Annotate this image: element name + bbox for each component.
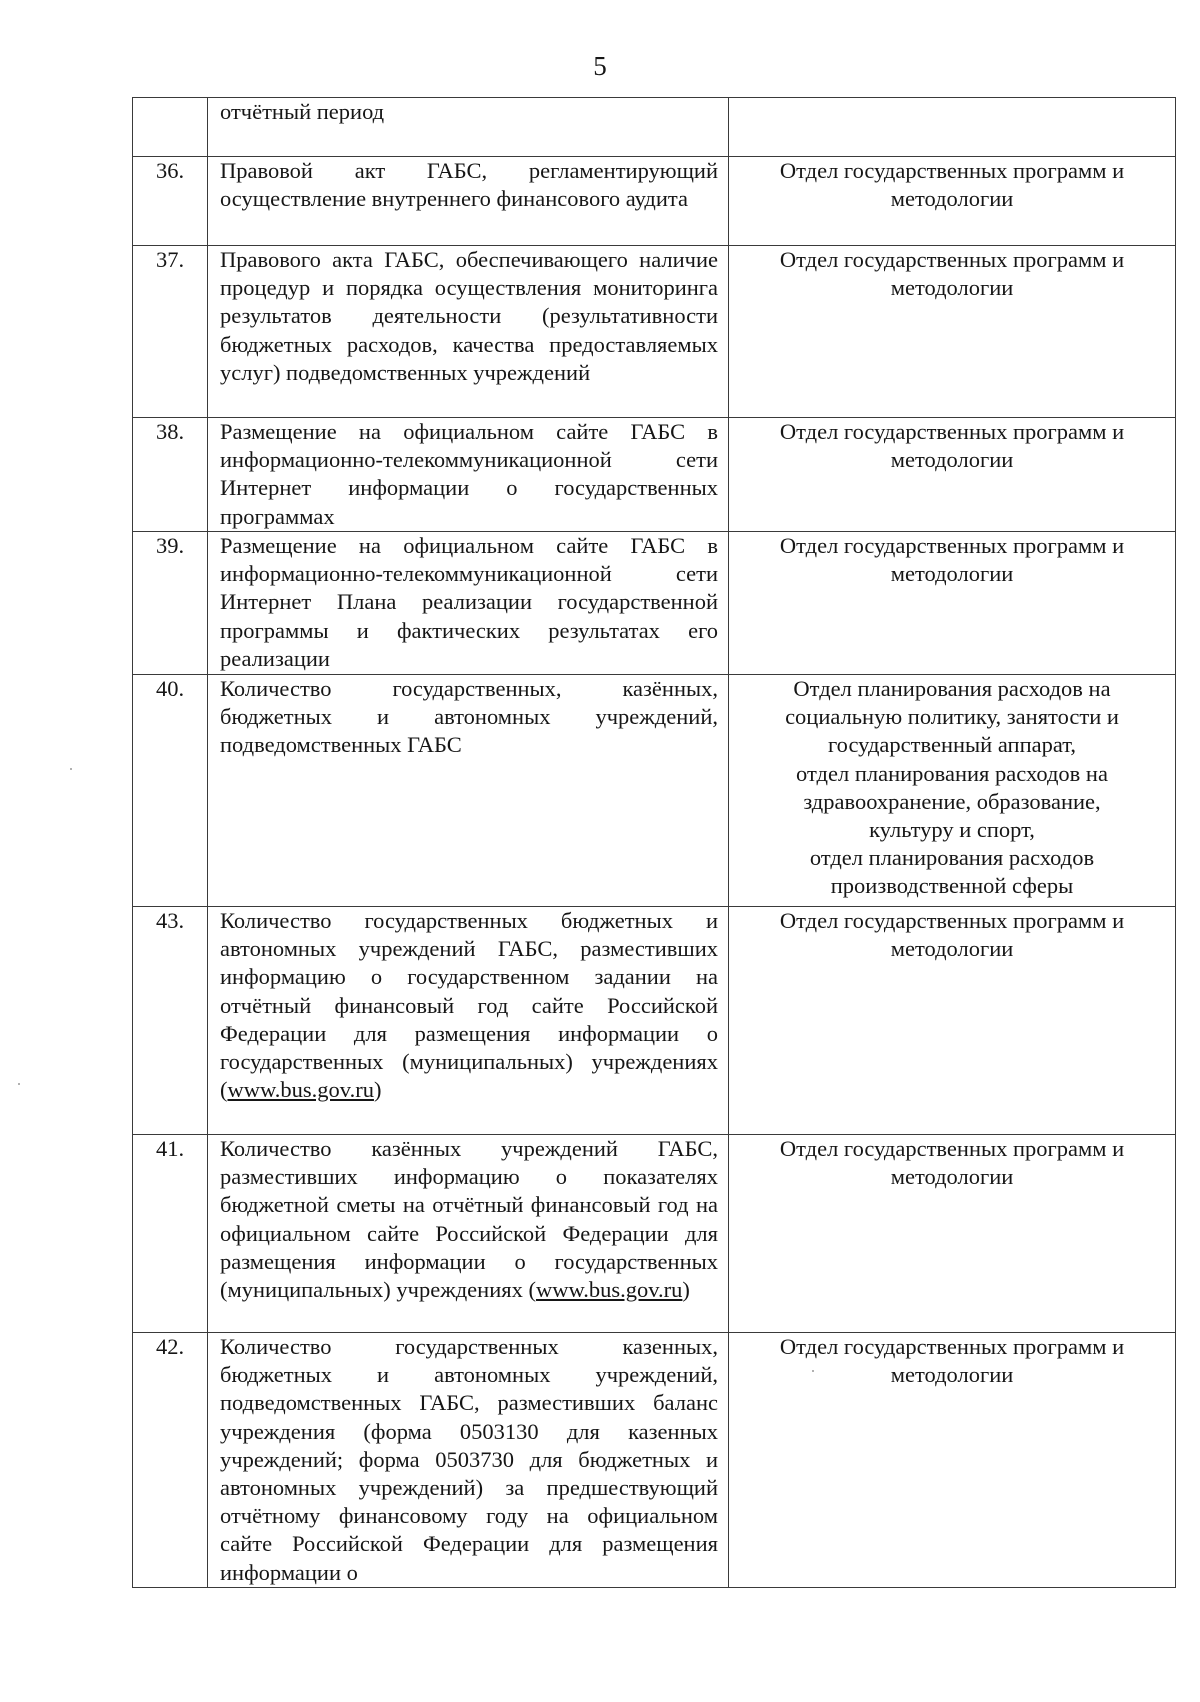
scan-speck [70, 768, 72, 770]
responsible-line: Отдел государственных программ и [779, 247, 1125, 272]
responsible-line: отдел планирования расходов [809, 845, 1095, 871]
table-row [133, 675, 1176, 907]
row-responsible [729, 1135, 1176, 1333]
table-row [133, 1333, 1176, 1588]
row-number: 43. [133, 907, 208, 1135]
responsible-line: Отдел государственных программ и [779, 158, 1125, 183]
row-number: 42. [133, 1333, 208, 1588]
row-description: Количество государственных казенных, бюджетных и автономных учреждений, подведомственных ГАБС, разместивших баланс учреждения (форма 0503130 для казенных учреждений; форма 0503730 для бюджетных и автономных учреждений) за предшествующий отчётному финансовому году на официальном сайте Российской Федерации для размещения информации о [208, 1333, 729, 1588]
row-number [133, 98, 208, 157]
scan-speck [18, 1083, 20, 1085]
row-number: 36. [133, 157, 208, 246]
responsible-line: Отдел государственных программ и [779, 1136, 1125, 1161]
responsible-line: Отдел планирования расходов на [793, 676, 1111, 701]
row-responsible [729, 157, 1176, 246]
row-number: 39. [133, 532, 208, 675]
responsible-line: методологии [890, 186, 1014, 212]
row-number: 38. [133, 418, 208, 532]
row-description: Количество государственных бюджетных и автономных учреждений ГАБС, разместивших информацию о государственном задании на отчётный финансовый год сайте Российской Федерации для размещения информации о государственных (муниципальных) учреждениях (www.bus.gov.ru) [208, 907, 729, 1135]
responsible-line: методологии [890, 561, 1014, 587]
responsible-line: Отдел государственных программ и [779, 908, 1125, 933]
responsible-line: методологии [890, 1362, 1014, 1388]
responsible-line: государственный аппарат, [827, 732, 1077, 758]
row-number: 40. [133, 675, 208, 907]
row-description: Размещение на официальном сайте ГАБС в информационно-телекоммуникационной сети Интернет информации о государственных программах [208, 418, 729, 532]
responsible-line: Отдел государственных программ и [779, 419, 1125, 444]
row-description: Количество государственных, казённых, бюджетных и автономных учреждений, подведомственных ГАБС [208, 675, 729, 907]
row-description: Правового акта ГАБС, обеспечивающего наличие процедур и порядка осуществления мониторинга результатов деятельности (результативности бюджетных расходов, качества предоставляемых услуг) подведомственных учреждений [208, 246, 729, 418]
responsible-line: производственной сферы [830, 873, 1074, 899]
row-description: Количество казённых учреждений ГАБС, разместивших информацию о показателях бюджетной сметы на отчётный финансовый год на официальном сайте Российской Федерации для размещения информации о государственных (муниципальных) учреждениях (www.bus.gov.ru) [208, 1135, 729, 1333]
table-row [133, 418, 1176, 532]
responsible-line: здравоохранение, образование, [803, 788, 1101, 814]
row-number: 41. [133, 1135, 208, 1333]
row-responsible [729, 98, 1176, 157]
responsible-line: методологии [890, 936, 1014, 962]
row-responsible [729, 1333, 1176, 1588]
responsible-line: методологии [890, 1164, 1014, 1190]
responsible-line: методологии [890, 447, 1014, 473]
table-row [133, 1135, 1176, 1333]
row-responsible [729, 675, 1176, 907]
row-number: 37. [133, 246, 208, 418]
row-responsible [729, 246, 1176, 418]
table-row [133, 532, 1176, 675]
table-row [133, 157, 1176, 246]
table-row [133, 98, 1176, 157]
responsible-line: методологии [890, 275, 1014, 301]
table-row [133, 907, 1176, 1135]
url-text: www.bus.gov.ru [227, 1077, 374, 1103]
row-description: отчётный период [208, 98, 729, 157]
document-table [132, 97, 1176, 1588]
responsible-line: Отдел государственных программ и [779, 533, 1125, 558]
row-responsible [729, 907, 1176, 1135]
row-responsible [729, 418, 1176, 532]
page-number: 5 [593, 51, 607, 81]
row-responsible [729, 532, 1176, 675]
responsible-line: Отдел государственных программ и [779, 1334, 1125, 1359]
responsible-line: отдел планирования расходов на [796, 760, 1108, 786]
responsible-line: культуру и спорт, [869, 817, 1035, 843]
table-row [133, 246, 1176, 418]
url-text: www.bus.gov.ru [535, 1277, 683, 1303]
responsible-line: социальную политику, занятости и [785, 704, 1119, 730]
row-description: Размещение на официальном сайте ГАБС в информационно-телекоммуникационной сети Интернет Плана реализации государственной программы и фактических результатах его реализации [208, 532, 729, 675]
row-description: Правовой акт ГАБС, регламентирующий осуществление внутреннего финансового аудита [208, 157, 729, 246]
